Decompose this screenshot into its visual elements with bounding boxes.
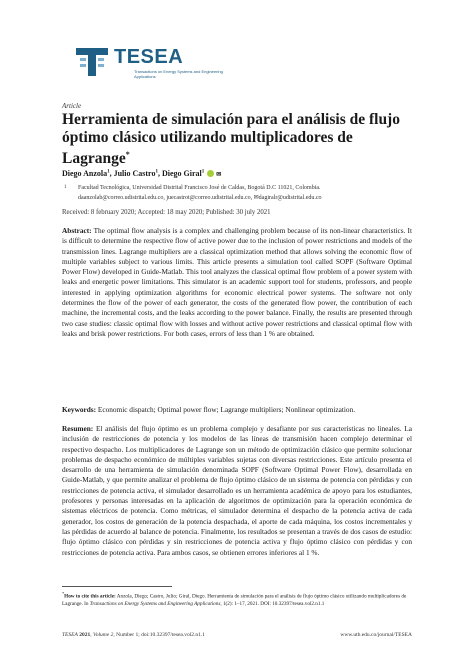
citation-text-before: Anzola, Diego; Castro, Julio; Giral, Diego. Herramienta de simulación para el análisis de flujo óptimo clásico utilizando multiplicadores de Lagrange. In xyxy=(62,593,407,607)
footnote-divider xyxy=(62,586,172,587)
footer-journal: TESEA xyxy=(62,632,78,638)
abstract xyxy=(62,226,412,339)
citation-journal: Transactions on Energy Systems and Engineering Applications xyxy=(89,600,221,607)
affiliation-institution: Facultad Tecnológica, Universidad Distrital Francisco José de Caldas, Bogotá D.C 11021, Colombia. xyxy=(78,185,321,191)
resumen xyxy=(62,424,412,558)
abstract-text: The optimal flow analysis is a complex and challenging problem because of its non-linear characteristics. It is difficult to determine the respective flow of active power due to the inclusion of power restrictions and models of the transmission lines. Lagrange multipliers are a classical optimization method that allows solving the economic flow of multiple variables subject to various limits. This article presents a simulation tool called SOPF (Software Optimal Power Flow) developed in Guide-Matlab. This tool analyzes the classical optimal flow problem of a power system with leaks and energetic power limitations. This simulator is an academic support tool for students, professors, and people interested in applying optimization algorithms for economic electrical power systems. The software not only determines the flow of the power of each generator, the costs of the generated flow power, the contribution of each machine, the incremental costs, and the leaks according to the power balance. Finally, the results are presented through two case studies: classic optimal flow with losses and without active power restrictions and classical optimal flow with leaks and brisk power restrictions. For both cases, errors of less than 1 % are obtained. xyxy=(62,226,412,338)
author-name[interactable]: Julio Castro xyxy=(113,169,156,178)
abstract-label: Abstract: xyxy=(62,226,92,235)
keywords-text: Economic dispatch; Optimal power flow; Lagrange multipliers; Nonlinear optimization. xyxy=(97,405,356,414)
article-type: Article xyxy=(62,102,82,110)
citation-label: How to cite this article: xyxy=(64,593,116,600)
tesea-logo-icon xyxy=(74,44,110,80)
paper-title xyxy=(62,111,422,168)
author-list xyxy=(62,169,221,178)
author-name[interactable]: Diego Giral xyxy=(161,169,202,178)
author-affil-sup: 1 xyxy=(107,169,110,175)
journal-tagline: Transactions on Energy Systems and Engineering Applications xyxy=(134,69,223,79)
affiliation-number: 1 xyxy=(64,185,67,190)
orcid-icon[interactable] xyxy=(207,170,214,177)
journal-url[interactable]: www.utb.edu.co/journal/TESEA xyxy=(340,632,412,638)
citation-footnote xyxy=(62,590,414,608)
author-affil-sup: 1 xyxy=(155,169,158,175)
footnote-marker: * xyxy=(62,591,65,596)
journal-logo xyxy=(74,44,234,88)
keywords-label: Keywords: xyxy=(62,405,97,414)
publication-dates: Received: 8 february 2020; Accepted: 18 may 2020; Published: 30 july 2021 xyxy=(62,209,271,216)
footer-volume: Volume 2 xyxy=(93,632,114,638)
footer-citation: TESEA 2021, Volume 2, Number 1; doi:10.32397/tesea.vol2.n1.1 xyxy=(62,632,205,638)
footer-issue: , Number 1; doi:10.32397/tesea.vol2.n1.1 xyxy=(113,632,205,638)
footer-year: 2021 xyxy=(79,632,91,638)
paper-title-text: Herramienta de simulación para el análisis de flujo óptimo clásico utilizando multiplicadores de Lagrange xyxy=(62,111,400,168)
author-affil-sup: 1 xyxy=(201,169,205,175)
author-separator: , xyxy=(109,169,114,178)
citation-text-after[interactable]: , 1(2): 1–17, 2021. DOI: 10.32397/tesea.vol2.n1.1 xyxy=(220,600,325,607)
keywords xyxy=(62,405,412,415)
affiliation-emails[interactable]: daanzolab@correo.udistrital.edu.co, juecastrot@correo.udistrital.edu.co, ✉dagiralr@udistrital.edu.co xyxy=(78,195,322,201)
resumen-text: El análisis del flujo óptimo es un problema complejo y desafiante por sus características no lineales. La inclusión de restricciones de potencia y los modelos de las líneas de transmisión hacen complejo determinar el respectivo despacho. Los multiplicadores de Lagrange son un método de optimización clásico que permite solucionar problemas de despacho económico de múltiples variables sujetas con diversas restricciones. Este artículo presenta el desarrollo de una herramienta de simulación denominada SOPF (Software Optimal Power Flow), desarrollada en Guide-Matlab, y que permite analizar el problema de flujo óptimo clásico de un sistema de potencia con pérdidas y con restricciones de potencia activa, el simulador desarrollado es un herramienta académica de apoyo para los estudiantes, profesores y personas interesadas en la aplicación de algoritmos de optimización para la operación económica de sistemas eléctricos de potencia. Como métricas, el simulador determina el despacho de la potencia activa de cada generador, los costos de generación de la potencia despachada, el aporte de cada máquina, los costos incrementales y las pérdidas de acuerdo al balance de potencia. Finalmente, los resultados se presentan a través de dos casos de estudio: flujo óptimo clásico con pérdidas y sin restricciones de potencia activa y flujo óptimo clásico con pérdidas y con restricciones de potencia activa. Para ambos casos, se obtienen errores inferiores al 1 %. xyxy=(62,424,413,557)
journal-brand: TESEA xyxy=(114,46,184,68)
mail-icon[interactable]: ✉ xyxy=(216,172,222,178)
title-footnote-marker[interactable]: * xyxy=(125,150,130,159)
author-name[interactable]: Diego Anzola xyxy=(62,169,108,178)
author-separator: , xyxy=(157,169,162,178)
resumen-label: Resumen: xyxy=(62,424,94,433)
